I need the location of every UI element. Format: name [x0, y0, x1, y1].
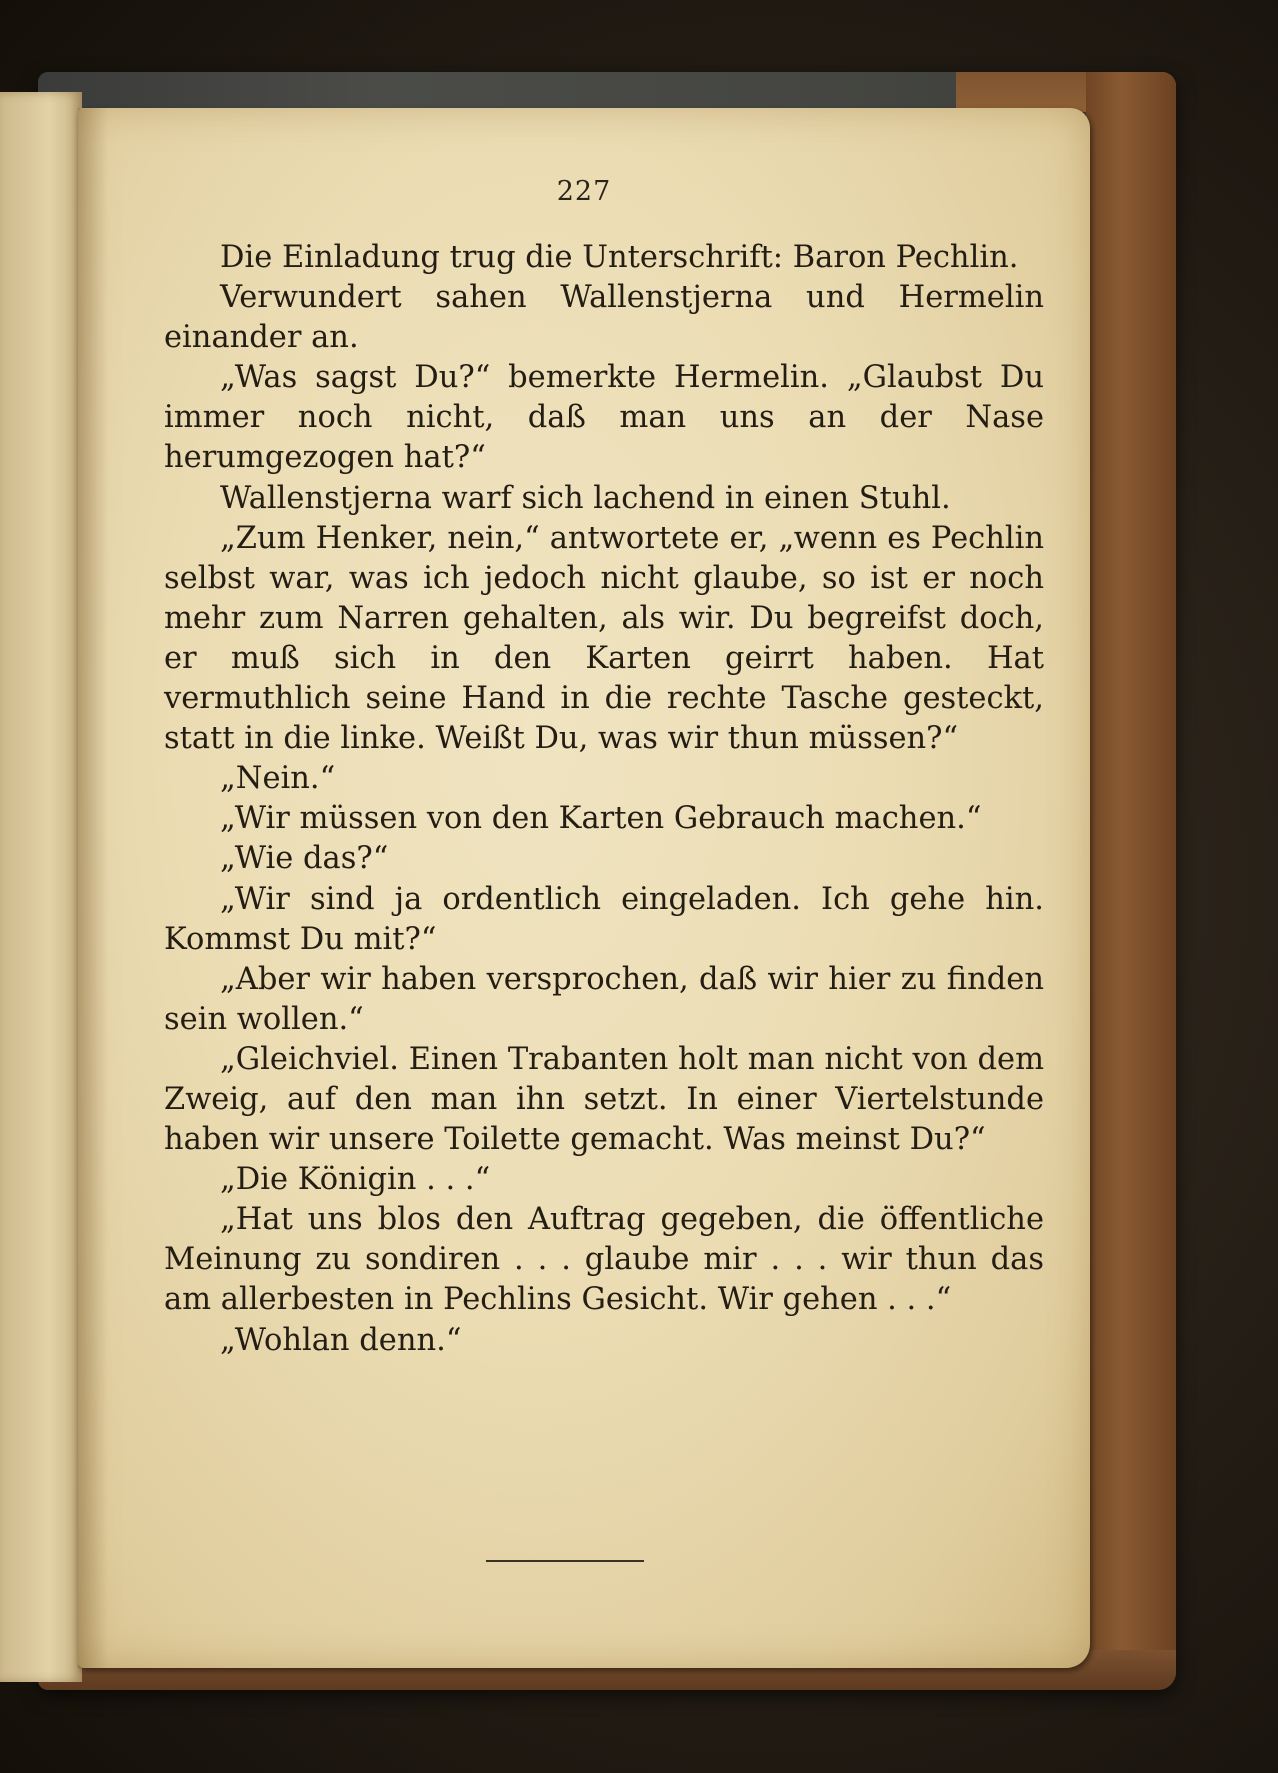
previous-page-edge [0, 92, 82, 1682]
paragraph: Verwundert sahen Wallenstjerna und Hermelin einander an. [164, 280, 1044, 356]
paragraph: „Wir müssen von den Karten Gebrauch machen.“ [220, 801, 982, 837]
cover-leather-spine-edge [1086, 72, 1176, 1690]
paragraph: „Aber wir haben versprochen, daß wir hier zu finden sein wollen.“ [164, 961, 1044, 1037]
page-text [164, 238, 1044, 1361]
paragraph: „Was sagst Du?“ bemerkte Hermelin. „Glaubst Du immer noch nicht, daß man uns an der Nase herumgezogen hat?“ [164, 360, 1044, 476]
paragraph: „Die Königin . . .“ [220, 1162, 491, 1198]
book-page [78, 108, 1090, 1668]
page-number: 227 [556, 176, 612, 207]
section-end-rule [486, 1560, 644, 1562]
paragraph: „Wir sind ja ordentlich eingeladen. Ich gehe hin. Kommst Du mit?“ [164, 881, 1044, 957]
paragraph: „Zum Henker, nein,“ antwortete er, „wenn es Pechlin selbst war, was ich jedoch nicht glaube, so ist er noch mehr zum Narren gehalten, als wir. Du begreifst doch, er muß sich in den Karten geirrt haben. Hat vermuthlich seine Hand in die rechte Tasche gesteckt, statt in die linke. Weißt Du, was wir thun müssen?“ [164, 520, 1044, 757]
paragraph: „Wohlan denn.“ [220, 1322, 462, 1358]
page-gutter-shadow [78, 108, 108, 1668]
paragraph: Die Einladung trug die Unterschrift: Baron Pechlin. [220, 240, 1019, 275]
paragraph: „Nein.“ [220, 761, 336, 797]
paragraph: „Gleichviel. Einen Trabanten holt man nicht von dem Zweig, auf den man ihn setzt. In einer Viertelstunde haben wir unsere Toilette gemacht. Was meinst Du?“ [164, 1041, 1044, 1158]
paragraph: Wallenstjerna warf sich lachend in einen Stuhl. [220, 480, 951, 516]
paragraph: „Wie das?“ [220, 841, 389, 877]
paragraph: „Hat uns blos den Auftrag gegeben, die öffentliche Meinung zu sondiren . . . glaube mir . . . wir thun das am allerbesten in Pechlins Gesicht. Wir gehen . . .“ [164, 1202, 1044, 1318]
